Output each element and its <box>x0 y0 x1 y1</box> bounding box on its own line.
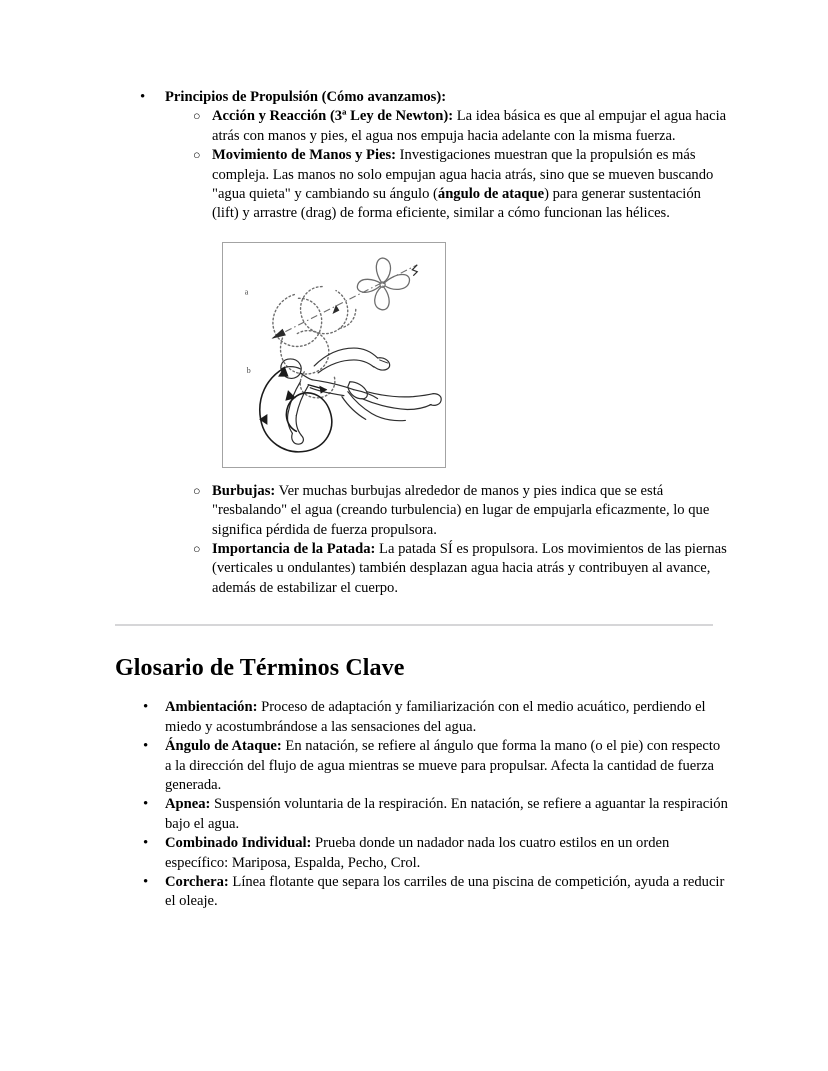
figure-part-b <box>260 348 441 452</box>
definition-importancia-patada: La patada SÍ es propulsora. Los movimientos de las piernas (verticales u ondulantes) también desplazan agua hacia atrás y contribuyen al avance, además de estabilizar el cuerpo. <box>212 541 727 596</box>
list-item-corchera <box>115 873 728 912</box>
definition-corchera: Línea flotante que separa los carriles de una piscina de competición, ayuda a reducir el oleaje. <box>165 873 725 910</box>
definition-apnea: Suspensión voluntaria de la respiración. En natación, se refiere a aguantar la respiración bajo el agua. <box>165 796 728 832</box>
term-ambientacion: Ambientación: <box>165 699 258 716</box>
list-item-ambientacion <box>115 698 728 737</box>
figure-label-a: a <box>244 287 249 297</box>
list-item-combinado-individual <box>115 834 728 873</box>
glossary-list <box>115 698 728 911</box>
section-divider <box>115 624 713 626</box>
bullet-icon: • <box>140 89 146 105</box>
term-accion-reaccion: Acción y Reacción (3ª Ley de Newton): <box>212 108 454 125</box>
definition-burbujas: Ver muchas burbujas alrededor de manos y pies indica que se está "resbalando" el agua (creando turbulencia) en lugar de empujarla eficazmente, lo que significa pérdida de fuerza propulsora. <box>212 482 710 538</box>
figure-propulsion-diagram <box>222 242 446 468</box>
figure-part-a <box>273 258 418 398</box>
definition-combinado-individual: Prueba donde un nadador nada los cuatro estilos en un orden específico: Mariposa, Espalda, Pecho, Crol. <box>165 835 670 871</box>
circle-bullet-icon: ○ <box>193 542 201 557</box>
figure-label-b: b <box>246 365 251 375</box>
definition-angulo-de-ataque: En natación, se refiere al ángulo que forma la mano (o el pie) con respecto a la dirección del flujo de agua mientras se mueve para propulsar. Afecta la cantidad de fuerza generada. <box>165 738 721 793</box>
term-combinado-individual: Combinado Individual: <box>165 835 312 852</box>
circle-bullet-icon: ○ <box>193 109 201 124</box>
term-importancia-patada: Importancia de la Patada: <box>212 541 376 558</box>
propulsion-list <box>115 88 728 107</box>
circle-bullet-icon: ○ <box>193 148 201 163</box>
definition-accion-reaccion: La idea básica es que al empujar el agua hacia atrás con manos y pies, el agua nos empuja hacia adelante con la misma fuerza. <box>212 108 727 144</box>
term-apnea: Apnea: <box>165 796 211 813</box>
definition-ambientacion: Proceso de adaptación y familiarización con el medio acuático, perdiendo el miedo y acostumbrándose a las sensaciones del agua. <box>165 699 706 735</box>
list-item-burbujas <box>115 482 728 540</box>
bullet-icon: • <box>143 796 149 813</box>
figure-wrapper <box>115 242 728 468</box>
bullet-icon: • <box>143 699 149 716</box>
term-burbujas: Burbujas: <box>212 482 276 499</box>
circle-bullet-icon: ○ <box>193 483 201 498</box>
term-movimiento-manos-pies: Movimiento de Manos y Pies: <box>212 147 397 164</box>
list-item-importancia-patada <box>115 540 728 598</box>
list-item-apnea <box>115 795 728 834</box>
list-item-angulo-de-ataque <box>115 737 728 795</box>
list-item-movimiento-manos-pies <box>115 146 728 224</box>
definition-movimiento-part1: Investigaciones muestran que la propulsión es más compleja. Las manos no solo empujan agua hacia atrás, sino que se mueven buscando "agua quieta" y cambiando su ángulo ( <box>212 147 714 203</box>
figure-svg <box>223 243 445 467</box>
bullet-icon: • <box>143 873 149 890</box>
page-title-glosario: Glosario de Términos Clave <box>115 655 405 682</box>
propulsion-sublist-bottom <box>115 482 728 598</box>
propulsion-heading: Principios de Propulsión (Cómo avanzamos): <box>165 89 447 105</box>
propulsion-sublist-top <box>115 107 728 223</box>
bullet-icon: • <box>143 835 149 852</box>
list-item-accion-reaccion <box>115 107 728 146</box>
emphasis-angulo-de-ataque: ángulo de ataque <box>437 186 545 203</box>
bullet-icon: • <box>143 738 149 755</box>
term-angulo-de-ataque: Ángulo de Ataque: <box>165 738 282 755</box>
term-corchera: Corchera: <box>165 873 229 890</box>
list-item-propulsion-heading <box>115 88 728 107</box>
definition-movimiento-part2: ) para generar sustentación (lift) y arrastre (drag) de forma eficiente, similar a cómo funcionan las hélices. <box>212 186 701 222</box>
